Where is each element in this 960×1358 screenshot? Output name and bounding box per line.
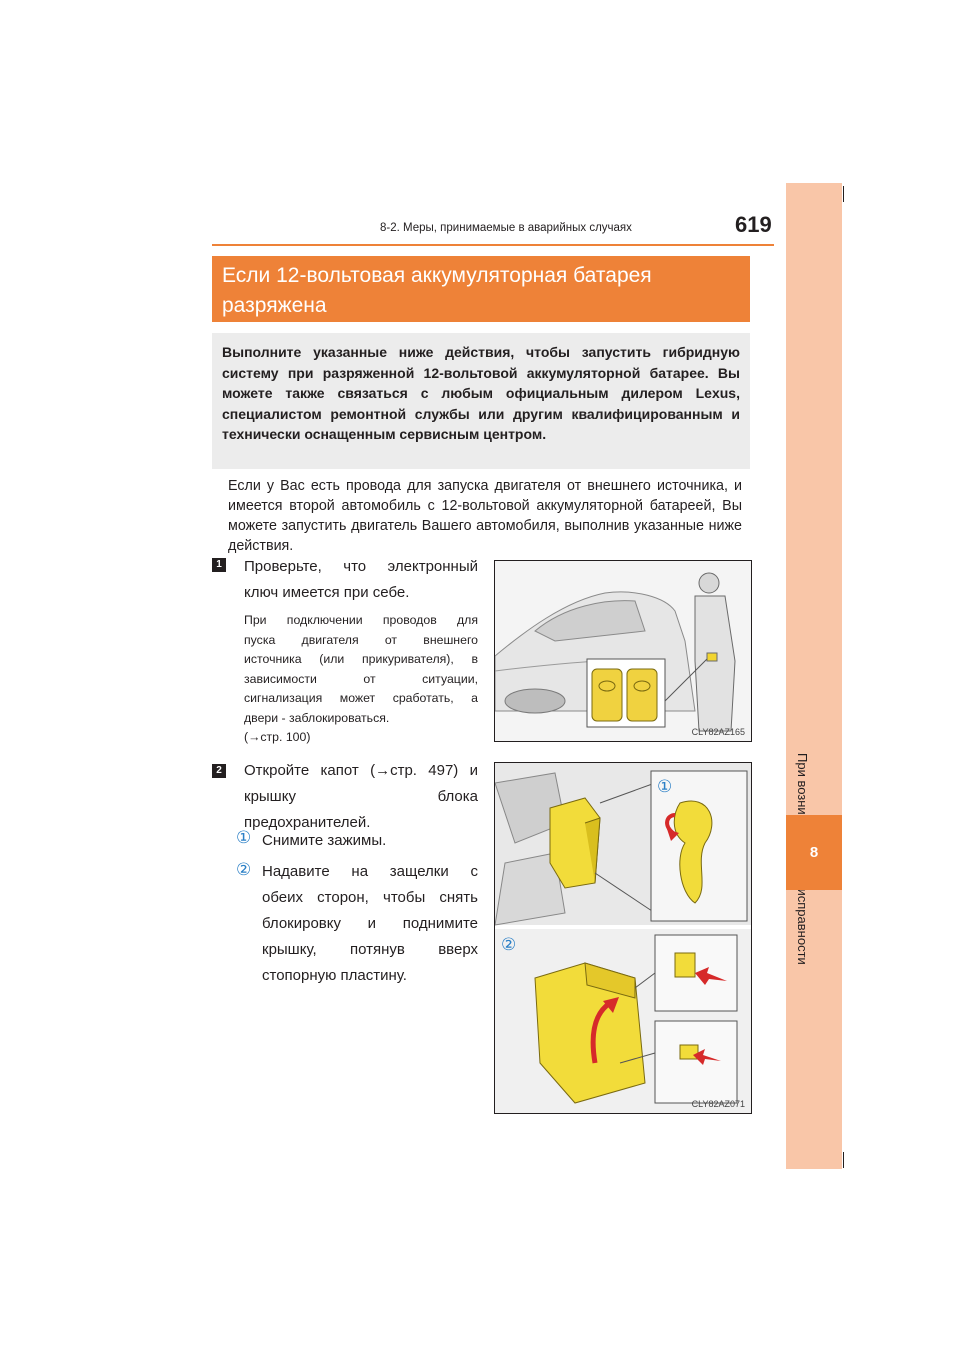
note-line: двери - заблокироваться.	[244, 710, 390, 725]
figure-marker-2: ②	[501, 935, 517, 955]
step-2-badge: 2	[212, 764, 226, 778]
step-1-text	[244, 554, 478, 606]
crop-mark	[843, 1152, 844, 1168]
car-illustration	[495, 561, 751, 741]
figure-car-key	[494, 560, 752, 742]
figure-marker-1: ①	[657, 777, 673, 797]
chapter-number: 8	[786, 815, 842, 890]
substep-2-line: блокировку и поднимите	[262, 915, 478, 932]
step-2-line: Откройте капот (→стр. 497) и	[244, 762, 478, 779]
section-title	[212, 256, 750, 322]
substep-1-marker: ①	[236, 828, 252, 848]
substep-2-line: Надавите на защелки с	[262, 863, 478, 880]
note-line: источника (или прикуривателя), в	[244, 652, 478, 666]
note-line: зависимости от ситуации,	[244, 671, 478, 686]
title-line-2: разряжена	[222, 294, 327, 317]
note-line: пуска двигателя от внешнего	[244, 632, 478, 647]
intro-box: Выполните указанные ниже действия, чтобы запустить гибридную систему при разряженной 12-вольтовой аккумуляторной батарее. Вы можете также связаться с любым официальным дилером Lexus, специалистом ремонтной службы или другим квалифицированным и технически оснащенным сервисным центром.	[212, 333, 750, 469]
note-line: При подключении проводов для	[244, 613, 478, 627]
substep-1-text: Снимите зажимы.	[262, 832, 387, 849]
body-paragraph: Если у Вас есть провода для запуска двигателя от внешнего источника, и имеется второй автомобиль с 12-вольтовой аккумуляторной батареей, Вы можете запустить двигатель Вашего автомобиля, выполнив указанные ниже действия.	[228, 478, 742, 554]
step-1-badge: 1	[212, 558, 226, 572]
fuse-box-illustration	[495, 763, 751, 1113]
figure-code: CLY82AZ071	[691, 1099, 745, 1109]
substep-2-line: обеих сторон, чтобы снять	[262, 889, 478, 906]
figure-code: CLY82AZ165	[691, 727, 745, 737]
step-2-line: крышку блока	[244, 788, 478, 805]
step-2-line: предохранителей.	[244, 814, 371, 831]
page-reference: (→стр. 100)	[244, 730, 311, 744]
side-tab	[786, 183, 842, 1169]
figure-fuse-box	[494, 762, 752, 1114]
step-1-note	[244, 611, 478, 748]
header-rule	[212, 244, 774, 246]
section-header: 8-2. Меры, принимаемые в аварийных случаях	[380, 222, 632, 234]
substep-2-line: стопорную пластину.	[262, 967, 407, 984]
crop-mark	[843, 186, 844, 202]
step-1-line: Проверьте, что электронный	[244, 558, 478, 575]
substep-2-marker: ②	[236, 860, 252, 880]
substep-2-text	[262, 859, 478, 989]
substep-2-line: крышку, потянув вверх	[262, 941, 478, 958]
title-line-1: Если 12-вольтовая аккумуляторная батарея	[222, 264, 652, 287]
step-2-text	[244, 758, 478, 836]
page-number: 619	[735, 212, 772, 237]
step-1-line: ключ имеется при себе.	[244, 584, 410, 601]
note-line: сигнализация может сработать, а	[244, 691, 478, 705]
